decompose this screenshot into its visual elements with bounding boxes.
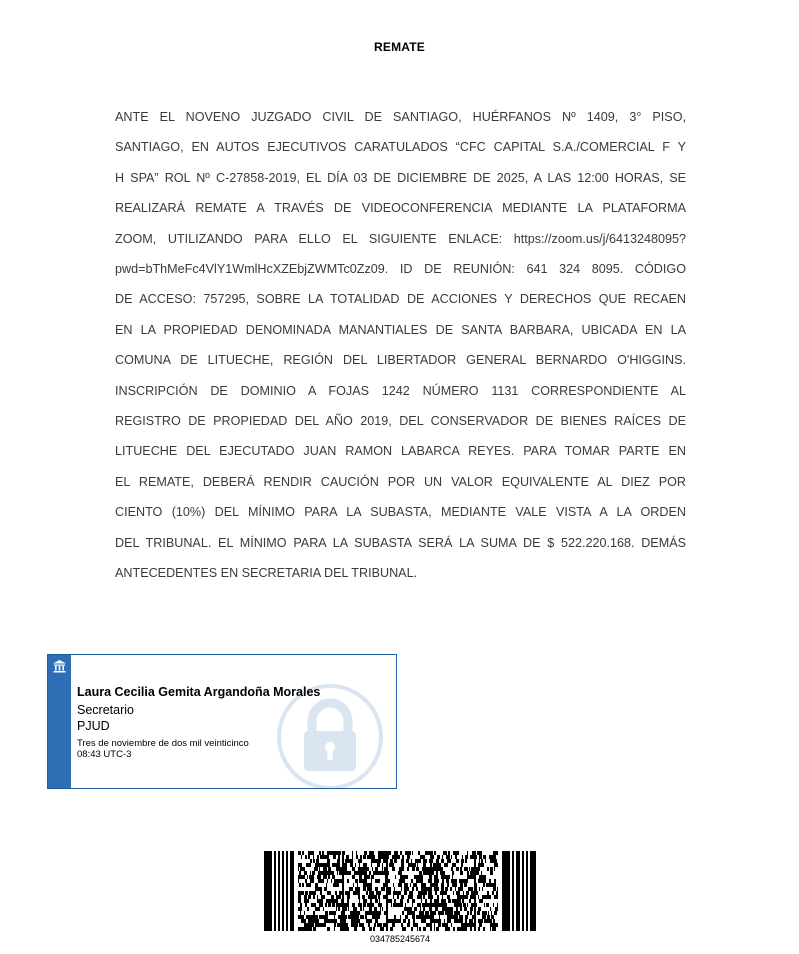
electronic-signature-box: [47, 654, 397, 789]
barcode-number: 034785245674: [369, 934, 431, 944]
text-line: COMUNA DE LITUECHE, REGIÓN DEL LIBERTADOR GENERAL BERNARDO O'HIGGINS.: [115, 353, 686, 368]
signature-side-bar: [48, 655, 71, 788]
signer-name: Laura Cecilia Gemita Argandoña Morales: [77, 685, 321, 699]
pdf417-barcode: [264, 851, 536, 931]
signer-role: Secretario: [77, 703, 134, 717]
text-line: H SPA” ROL Nº C-27858-2019, EL DÍA 03 DE DICIEMBRE DE 2025, A LAS 12:00 HORAS, SE: [115, 170, 686, 185]
text-line: CIENTO (10%) DEL MÍNIMO PARA LA SUBASTA, MEDIANTE VALE VISTA A LA ORDEN: [115, 505, 686, 520]
text-line: ZOOM, UTILIZANDO PARA ELLO EL SIGUIENTE ENLACE: https://zoom.us/j/6413248095?: [115, 231, 686, 246]
text-line: DE ACCESO: 757295, SOBRE LA TOTALIDAD DE ACCIONES Y DERECHOS QUE RECAEN: [115, 292, 686, 307]
text-line: EN LA PROPIEDAD DENOMINADA MANANTIALES DE SANTA BARBARA, UBICADA EN LA: [115, 322, 686, 337]
auction-notice-text: [115, 102, 686, 589]
text-line: EL REMATE, DEBERÁ RENDIR CAUCIÓN POR UN VALOR EQUIVALENTE AL DIEZ POR: [115, 474, 686, 489]
signature-time: 08:43 UTC-3: [77, 749, 132, 760]
text-line: REGISTRO DE PROPIEDAD DEL AÑO 2019, DEL CONSERVADOR DE BIENES RAÍCES DE: [115, 414, 686, 429]
text-line: ANTECEDENTES EN SECRETARIA DEL TRIBUNAL.: [115, 566, 418, 581]
text-line: INSCRIPCIÓN DE DOMINIO A FOJAS 1242 NÚMERO 1131 CORRESPONDIENTE AL: [115, 383, 686, 398]
text-line: REALIZARÁ REMATE A TRAVÉS DE VIDEOCONFERENCIA MEDIANTE LA PLATAFORMA: [115, 201, 686, 216]
text-line: ANTE EL NOVENO JUZGADO CIVIL DE SANTIAGO, HUÉRFANOS Nº 1409, 3° PISO,: [115, 110, 686, 124]
signature-date: Tres de noviembre de dos mil veinticinco: [77, 738, 249, 749]
text-line: LITUECHE DEL EJECUTADO JUAN RAMON LABARCA REYES. PARA TOMAR PARTE EN: [115, 444, 686, 459]
page-title: REMATE: [374, 40, 425, 54]
text-line: SANTIAGO, EN AUTOS EJECUTIVOS CARATULADOS “CFC CAPITAL S.A./COMERCIAL F Y: [115, 140, 686, 155]
bank-icon: [52, 659, 67, 674]
signature-details: [77, 685, 320, 760]
text-line: DEL TRIBUNAL. EL MÍNIMO PARA LA SUBASTA SERÁ LA SUMA DE $ 522.220.168. DEMÁS: [115, 535, 686, 550]
signer-organization: PJUD: [77, 719, 110, 733]
text-line: pwd=bThMeFc4VlY1WmlHcXZEbjZWMTc0Zz09. ID DE REUNIÓN: 641 324 8095. CÓDIGO: [115, 262, 686, 277]
